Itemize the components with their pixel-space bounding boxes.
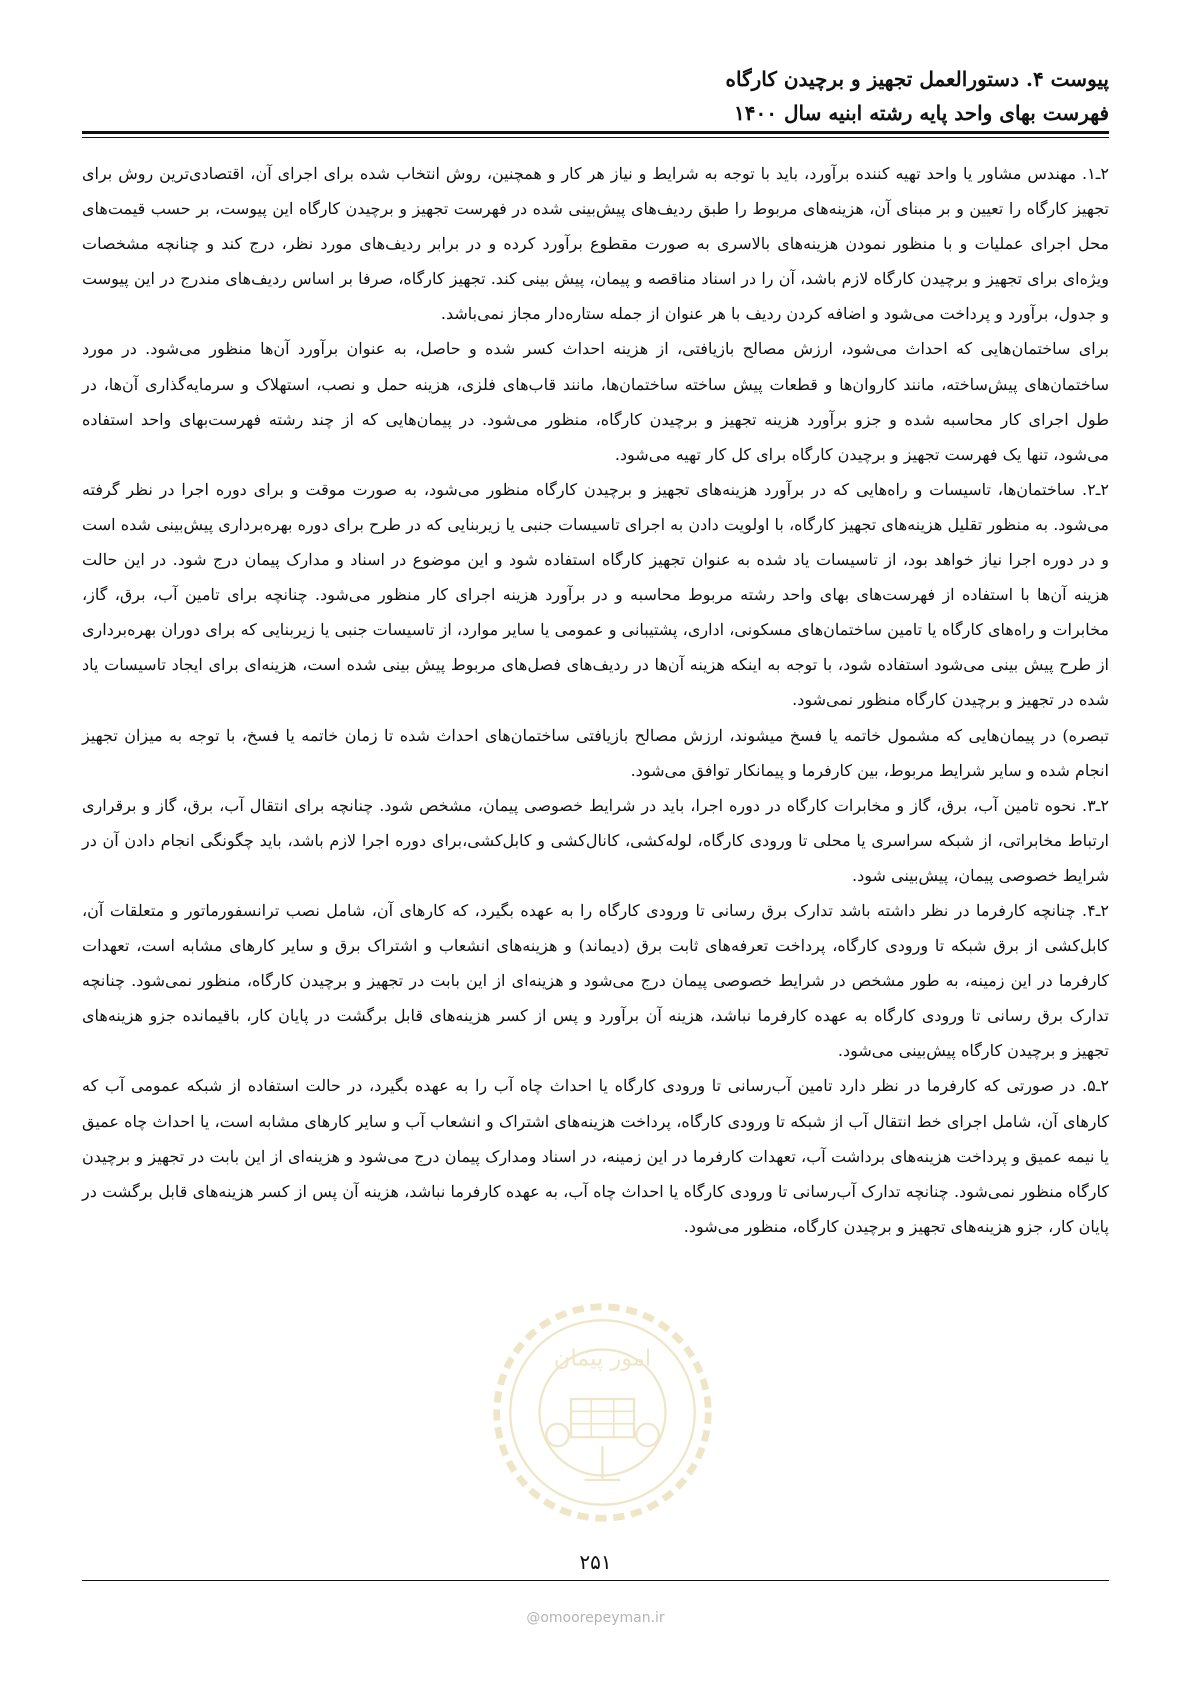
paragraph-2-1: ۲ـ۱. مهندس مشاور یا واحد تهیه کننده برآورد، باید با توجه به شرایط و نیاز هر کار و همچنین، روش انتخاب شده برای اجرای آن، اقتصادی‌ترین روش برای تجهیز کارگاه را تعیین و بر مبنای آن، هزینه‌های مربوط را طبق ردیف‌های پیش‌بینی شده در فهرست تجهیز و برچیدن کارگاه این پیوست، بر حسب قیمت‌های محل اجرای عملیات و با منظور نمودن هزینه‌های بالاسری به صورت مقطوع برآورد کرده و در برابر ردیف‌های مورد نظر، درج کند و چنانچه مشخصات ویژه‌ای برای تجهیز و برچیدن کارگاه لازم باشد، آن را در اسناد مناقصه و پیمان، پیش بینی کند. تجهیز کارگاه، صرفا بر اساس ردیف‌های مندرج در این پیوست و جدول، برآورد و پرداخت می‌شود و اضافه کردن ردیف با هر عنوان از جمله ستاره‌دار مجاز نمی‌باشد. — [82, 164, 1109, 324]
document-body — [82, 156, 1109, 1244]
paragraph-2-2: ۲ـ۲. ساختمان‌ها، تاسیسات و راه‌هایی که در برآورد هزینه‌های تجهیز و برچیدن کارگاه منظور می‌شود، به صورت موقت و برای دوره اجرا در نظر گرفته می‌شود. به منظور تقلیل هزینه‌های تجهیز کارگاه، با اولویت دادن به اجرای تاسیسات جنبی یا زیربنایی که در طرح برای دوره بهره‌برداری پیش‌بینی شده است و در دوره اجرا نیاز خواهد بود، از تاسیسات یاد شده به عنوان تجهیز کارگاه استفاده شود و این موضوع در اسناد و مدارک پیمان درج شود. در این حالت هزینه آن‌ها با استفاده از فهرست‌های بهای واحد رشته مربوط محاسبه و در برآورد هزینه اجرای کار منظور می‌شود. چنانچه برای تامین آب، برق، گاز، مخابرات و راه‌های کارگاه یا تامین ساختمان‌های مسکونی، اداری، پشتیبانی و عمومی یا سایر موارد، از تاسیسات جنبی یا زیربنایی که برای دوران بهره‌برداری از طرح پیش بینی می‌شود استفاده شود، با توجه به اینکه هزینه آن‌ها در ردیف‌های فصل‌های مربوط پیش بینی شده است، هزینه‌ای برای ایجاد تاسیسات یاد شده در تجهیز و برچیدن کارگاه منظور نمی‌شود. — [82, 479, 1109, 710]
watermark-handle: @omoorepeyman.ir — [526, 1610, 665, 1626]
header-subtitle: فهرست بهای واحد پایه رشته ابنیه سال ۱۴۰۰ — [734, 101, 1109, 125]
watermark-seal-icon — [490, 1300, 715, 1525]
paragraph-2-3: ۲ـ۳. نحوه تامین آب، برق، گاز و مخابرات کارگاه در دوره اجرا، باید در شرایط خصوصی پیمان، مشخص شود. چنانچه برای انتقال آب، برق، گاز و برقراری ارتباط مخابراتی، از شبکه سراسری یا محلی تا ورودی کارگاه، لوله‌کشی، کانال‌کشی و کابل‌کشی،برای دوره اجرا لازم باشد، باید چگونگی انجام دادن آن در شرایط خصوصی پیمان، پیش‌بینی شود. — [82, 795, 1109, 885]
svg-text:امور پیمان: امور پیمان — [553, 1345, 652, 1372]
header-rule-thin — [82, 137, 1109, 138]
page-header — [82, 62, 1109, 130]
footer-rule — [82, 1580, 1109, 1581]
header-rule-thick — [82, 131, 1109, 134]
header-title: پیوست ۴. دستورالعمل تجهیز و برچیدن کارگاه — [725, 67, 1109, 91]
paragraph-2-5: ۲ـ۵. در صورتی که کارفرما در نظر دارد تامین آب‌رسانی تا ورودی کارگاه یا احداث چاه آب را به عهده بگیرد، در حالت استفاده از شبکه عمومی آب که کارهای آن، شامل اجرای خط انتقال آب از شبکه تا ورودی کارگاه، پرداخت هزینه‌های اشتراک و انشعاب آب و سایر کارهای مشابه است، یا احداث چاه عمیق یا نیمه عمیق و پرداخت هزینه‌های برداشت آب، تعهدات کارفرما در این زمینه، در اسناد ومدارک پیمان درج می‌شود و هزینه‌ای از این بابت در تجهیز و برچیدن کارگاه منظور نمی‌شود. چنانچه تدارک آب‌رسانی تا ورودی کارگاه یا احداث چاه آب، به عهده کارفرما نباشد، هزینه آن پس از کسر هزینه‌های قابل برگشت در پایان کار، جزو هزینه‌های تجهیز و برچیدن کارگاه، منظور می‌شود. — [82, 1076, 1110, 1236]
paragraph-buildings: برای ساختمان‌هایی که احداث می‌شود، ارزش مصالح بازیافتی، از هزینه احداث کسر شده و حاصل، به عنوان برآورد آن‌ها منظور می‌شود. در مورد ساختمان‌های پیش‌ساخته، مانند کاروان‌ها و قطعات پیش ساخته ساختمان‌ها، مانند قاب‌های فلزی، هزینه حمل و نصب، استهلاک و سرمایه‌گذاری آن‌ها، در طول اجرای کار محاسبه شده و جزو برآورد هزینه تجهیز و برچیدن کارگاه، منظور می‌شود. در پیمان‌هایی که از چند رشته فهرست‌بهای واحد استفاده می‌شود، تنها یک فهرست تجهیز و برچیدن کارگاه برای کل کار تهیه می‌شود. — [82, 339, 1109, 464]
page-number: ۲۵۱ — [579, 1550, 612, 1574]
paragraph-2-4: ۲ـ۴. چنانچه کارفرما در نظر داشته باشد تدارک برق رسانی تا ورودی کارگاه را به عهده بگیرد، که کارهای آن، شامل نصب ترانسفورماتور و متعلقات آن، کابل‌کشی از برق شبکه تا ورودی کارگاه، پرداخت تعرفه‌های ثابت برق (دیماند) و هزینه‌های انشعاب و اشتراک برق و سایر کارهای مشابه است، تعهدات کارفرما در این زمینه، به طور مشخص در شرایط خصوصی پیمان درج می‌شود و هزینه‌ای از این بابت در تجهیز و برچیدن کارگاه، منظور نمی‌شود. چنانچه تدارک برق رسانی تا ورودی کارگاه به عهده کارفرما نباشد، هزینه آن برآورد و پس از کسر هزینه‌های قابل برگشت در پایان کار، باقیمانده جزو هزینه‌های تجهیز و برچیدن کارگاه پیش‌بینی می‌شود. — [82, 900, 1110, 1061]
paragraph-note: تبصره) در پیمان‌هایی که مشمول خاتمه یا فسخ میشوند، ارزش مصالح بازیافتی ساختمان‌های احداث شده تا زمان خاتمه یا فسخ، با توجه به میزان تجهیز انجام شده و سایر شرایط مربوط، بین کارفرما و پیمانکار توافق می‌شود. — [82, 725, 1109, 780]
